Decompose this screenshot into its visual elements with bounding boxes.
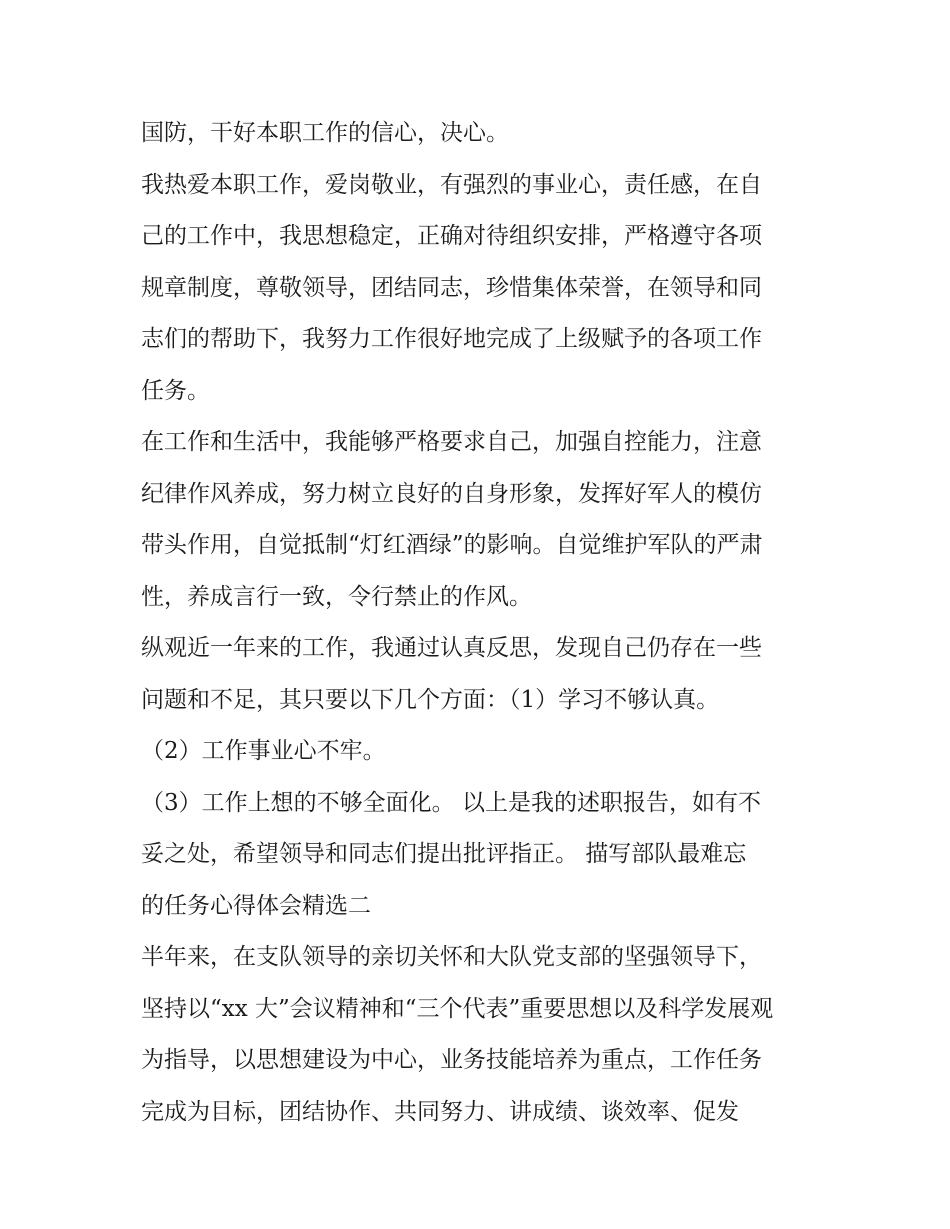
text-line: 在工作和生活中，我能够严格要求自己，加强自控能力，注意	[141, 429, 762, 455]
text-line: 任务。	[141, 377, 210, 404]
text-line: 坚持以“xx 大”会议精神和“三个代表”重要思想以及科学发展观	[141, 995, 774, 1022]
text-line: （2）工作事业心不牢。	[141, 738, 386, 764]
text-line: 国防，干好本职工作的信心，决心。	[141, 120, 509, 146]
text-line: 完成为目标，团结协作、共同努力、讲成绩、谈效率、促发	[141, 1098, 739, 1125]
text-line: 我热爱本职工作，爱岗敬业，有强烈的事业心，责任感，在自	[141, 171, 762, 198]
text-line: （3）工作上想的不够全面化。 以上是我的述职报告，如有不	[141, 789, 761, 816]
text-line: 妥之处，希望领导和同志们提出批评指正。 描写部队最难忘	[141, 841, 747, 867]
text-line: 性，养成言行一致，令行禁止的作风。	[141, 583, 532, 610]
text-line: 带头作用，自觉抵制“灯红酒绿”的影响。自觉维护军队的严肃	[141, 532, 763, 558]
text-line: 的任务心得体会精选二	[141, 892, 371, 919]
text-line: 纵观近一年来的工作，我通过认真反思，发现自己仍存在一些	[141, 635, 762, 661]
text-line: 半年来，在支队领导的亲切关怀和大队党支部的坚强领导下，	[141, 944, 762, 970]
text-line: 规章制度，尊敬领导，团结同志，珍惜集体荣誉，在领导和同	[141, 274, 762, 301]
text-line: 问题和不足，其只要以下几个方面：（1）学习不够认真。	[141, 686, 720, 713]
text-line: 志们的帮助下，我努力工作很好地完成了上级赋予的各项工作	[141, 326, 762, 352]
text-line: 为指导，以思想建设为中心，业务技能培养为重点，工作任务	[141, 1047, 762, 1073]
text-line: 己的工作中，我思想稳定，正确对待组织安排，严格遵守各项	[141, 223, 762, 249]
text-line: 纪律作风养成，努力树立良好的自身形象，发挥好军人的模仿	[141, 480, 762, 507]
document-body	[141, 108, 821, 1138]
